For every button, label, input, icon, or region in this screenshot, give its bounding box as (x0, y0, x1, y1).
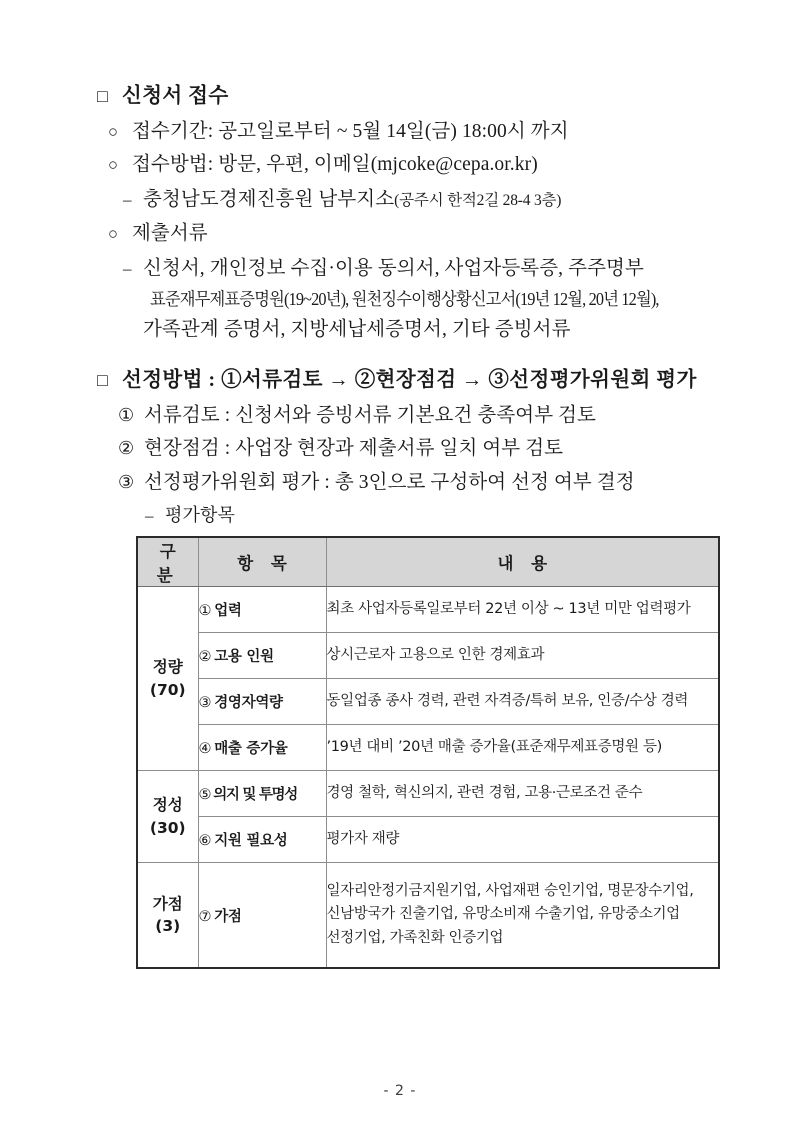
item-cell (198, 771, 326, 817)
group-cell-bonus (137, 863, 198, 969)
description-line: 평가자 재량 (326, 831, 400, 848)
item-cell (198, 817, 326, 863)
group-label: 정성 (152, 796, 183, 815)
section-application (97, 86, 697, 339)
group-score: (30) (149, 818, 186, 837)
circled-number-3-icon: ③ (198, 695, 212, 711)
selection-step-3 (118, 473, 697, 493)
description-cell (326, 679, 719, 725)
square-bullet-icon: □ (97, 370, 109, 390)
group-label: 가점 (152, 894, 183, 913)
square-bullet-icon: □ (97, 86, 109, 106)
section-selection (97, 370, 697, 524)
circled-number-7-icon: ⑦ (198, 908, 212, 925)
table-header-row (137, 537, 719, 587)
item-cell (198, 679, 326, 725)
selection-heading (97, 370, 697, 391)
dash-bullet-icon: – (123, 189, 132, 209)
circled-number-5-icon: ⑤ (198, 787, 211, 803)
documents-line-2-text: 표준재무제표증명원(19~20년), 원천징수이행상황신고서(19년 12월, 20년 12월), (150, 289, 659, 309)
application-documents-item (108, 224, 697, 244)
circled-number-2-icon: ② (198, 649, 212, 665)
column-header-item: 항 목 (198, 537, 326, 587)
circle-bullet-icon: ○ (108, 224, 119, 243)
circle-bullet-icon: ○ (108, 121, 119, 141)
item-label: 가점 (214, 908, 242, 925)
description-line: 상시근로자 고용으로 인한 경제효과 (326, 647, 545, 664)
circled-number-1-icon: ① (118, 404, 135, 425)
table-row (137, 817, 719, 863)
selection-step-2-text: 현장점검 : 사업장 현장과 제출서류 일치 여부 검토 (144, 438, 564, 459)
description-line: ’19년 대비 ’20년 매출 증가율(표준재무제표증명원 등) (326, 739, 662, 756)
description-line: 일자리안정기금지원기업, 사업재편 승인기업, 명문장수기업, (326, 882, 694, 899)
item-cell (198, 725, 326, 771)
application-period-text: 접수기간: 공고일로부터 ~ 5월 14일(금) 18:00시 까지 (132, 120, 569, 142)
dash-bullet-icon: – (145, 506, 154, 525)
evaluation-criteria-table (136, 536, 720, 969)
table-row (137, 679, 719, 725)
page-number: - 2 - (383, 1083, 417, 1099)
description-cell (326, 725, 719, 771)
description-line: 최초 사업자등록일로부터 22년 이상 ~ 13년 미만 업력평가 (326, 601, 691, 618)
selection-step-3-text: 선정평가위원회 평가 : 총 3인으로 구성하여 선정 여부 결정 (144, 471, 635, 493)
group-score: (3) (155, 917, 181, 935)
dash-bullet-icon: – (123, 258, 132, 278)
selection-step-1-text: 서류검토 : 신청서와 증빙서류 기본요건 충족여부 검토 (144, 404, 596, 426)
documents-line-3-text: 가족관계 증명서, 지방세납세증명서, 기타 증빙서류 (143, 318, 571, 340)
page-footer (0, 1083, 800, 1099)
table-row (137, 633, 719, 679)
description-line: 경영 철학, 혁신의지, 관련 경험, 고용·근로조건 준수 (326, 785, 643, 802)
circled-number-1-icon: ① (198, 603, 212, 619)
group-cell-quantitative (137, 587, 198, 771)
item-label: 경영자역량 (214, 695, 283, 711)
table-row (137, 725, 719, 771)
description-line: 선정기업, 가족친화 인증기업 (326, 929, 504, 946)
circled-number-3-icon: ③ (118, 471, 135, 492)
column-header-group: 구 분 (137, 537, 198, 587)
documents-line-1-text: 신청서, 개인정보 수집·이용 동의서, 사업자등록증, 주주명부 (143, 257, 644, 279)
item-cell (198, 587, 326, 633)
documents-line-2 (150, 291, 659, 309)
selection-step-1 (118, 406, 697, 426)
application-office-item (123, 190, 697, 210)
item-label: 매출 증가율 (214, 741, 288, 757)
selection-step-2 (118, 439, 697, 459)
item-label: 지원 필요성 (214, 833, 288, 849)
group-score: (70) (149, 680, 186, 699)
application-office-address: (공주시 한적2길 28-4 3층) (394, 191, 562, 209)
documents-line-3 (143, 320, 697, 340)
column-header-description: 내 용 (326, 537, 719, 587)
application-method-text: 접수방법: 방문, 우편, 이메일(mjcoke@cepa.or.kr) (132, 154, 538, 175)
table-row (137, 587, 719, 633)
circled-number-6-icon: ⑥ (198, 833, 212, 849)
circle-bullet-icon: ○ (108, 155, 119, 174)
circled-number-2-icon: ② (118, 438, 135, 458)
circled-number-4-icon: ④ (198, 741, 212, 757)
item-label: 업력 (214, 603, 242, 619)
application-period-item (108, 122, 697, 142)
application-office-text: 충청남도경제진흥원 남부지소 (143, 188, 395, 210)
application-heading (97, 86, 697, 107)
evaluation-criteria-table-wrapper (136, 536, 718, 969)
application-heading-text: 신청서 접수 (122, 85, 229, 107)
description-cell (326, 817, 719, 863)
item-label: 의지 및 투명성 (213, 787, 297, 803)
group-cell-qualitative (137, 771, 198, 863)
selection-criteria-subitem (145, 506, 697, 524)
documents-line-1 (123, 259, 697, 279)
description-line: 신남방국가 진출기업, 유망소비재 수출기업, 유망중소기업 (326, 906, 680, 923)
description-cell (326, 863, 719, 969)
application-documents-label: 제출서류 (132, 223, 208, 244)
application-method-item (108, 155, 697, 175)
item-cell (198, 863, 326, 969)
item-label: 고용 인원 (214, 649, 274, 665)
table-row (137, 863, 719, 969)
description-cell (326, 771, 719, 817)
selection-heading-text: 선정방법 : ①서류검토 → ②현장점검 → ③선정평가위원회 평가 (122, 369, 697, 391)
selection-criteria-label: 평가항목 (165, 505, 235, 525)
description-line: 동일업종 종사 경력, 관련 자격증/특허 보유, 인증/수상 경력 (326, 693, 689, 710)
description-cell (326, 587, 719, 633)
item-cell (198, 633, 326, 679)
group-label: 정량 (152, 658, 183, 677)
description-cell (326, 633, 719, 679)
table-row (137, 771, 719, 817)
